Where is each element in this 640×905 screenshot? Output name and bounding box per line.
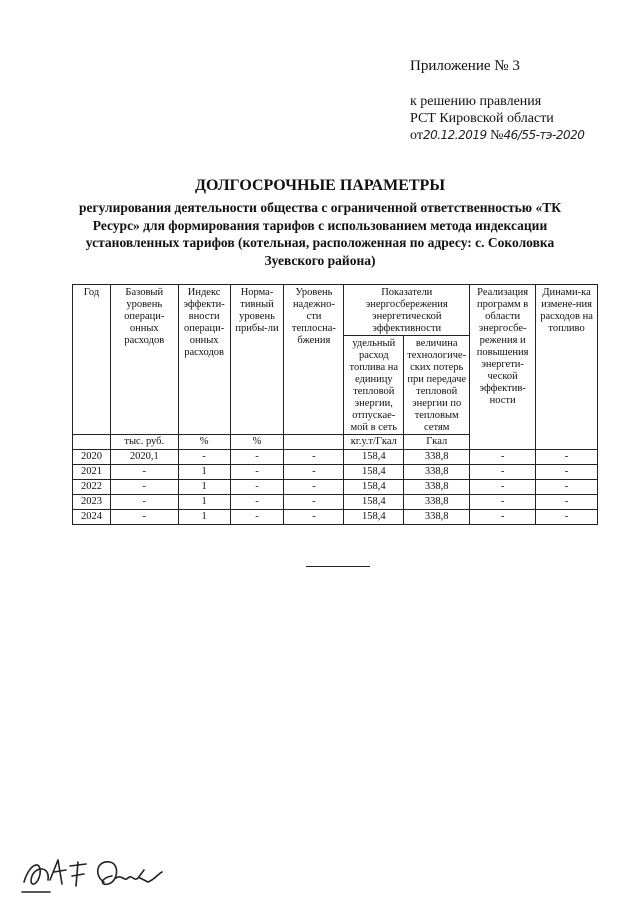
header-profit-level: Норма-тивный уровень прибы-ли [230,285,284,435]
header-efficiency-index: Индекс эффекти-вности операци-онных расходов [178,285,230,435]
document-subtitle: регулирования деятельности общества с ограниченной ответственностью «ТК Ресурс» для формирования тарифов с использованием метода индексации установленных тарифов (котельная, расположенная по адресу: с. Соколовка Зуевского района) [78,200,562,268]
cell-losses: 338,8 [404,480,470,495]
table-row [73,465,598,480]
header-programs: Реализация программ в области энергосбе-режения и повышения энергети-ческой эффектив-ности [470,285,536,450]
table-row [73,495,598,510]
decision-reference [410,93,584,144]
cell-profit: - [230,480,284,495]
cell-programs: - [470,465,536,480]
unit-losses: Гкал [404,435,470,450]
cell-programs: - [470,510,536,525]
header-energy-indicators: Показатели энергосбережения энергетической эффективности [344,285,470,336]
cell-base: - [110,495,178,510]
decision-line-3 [410,127,584,144]
decision-prefix: от [410,128,423,143]
unit-reliability [284,435,344,450]
cell-fuel: 158,4 [344,450,404,465]
decision-line-2: РСТ Кировской области [410,111,554,126]
cell-fuel: 158,4 [344,465,404,480]
cell-dynamics: - [536,465,598,480]
cell-index: 1 [178,465,230,480]
cell-index: 1 [178,495,230,510]
cell-year: 2022 [73,480,111,495]
table-header-row [73,285,598,336]
cell-base: 2020,1 [110,450,178,465]
header-year: Год [73,285,111,435]
cell-fuel: 158,4 [344,510,404,525]
annex-label: Приложение № 3 [410,58,520,74]
cell-profit: - [230,450,284,465]
cell-reliability: - [284,480,344,495]
unit-index: % [178,435,230,450]
cell-index: 1 [178,510,230,525]
cell-dynamics: - [536,510,598,525]
cell-dynamics: - [536,450,598,465]
cell-year: 2020 [73,450,111,465]
cell-reliability: - [284,465,344,480]
header-reliability: Уровень надежно-сти теплосна-бжения [284,285,344,435]
table-row [73,510,598,525]
document-title: ДОЛГОСРОЧНЫЕ ПАРАМЕТРЫ [194,177,446,194]
cell-index: - [178,450,230,465]
cell-programs: - [470,450,536,465]
header-heat-losses: величина технологиче-ских потерь при передаче тепловой энергии по тепловым сетям [404,336,470,435]
cell-losses: 338,8 [404,495,470,510]
cell-losses: 338,8 [404,450,470,465]
cell-programs: - [470,480,536,495]
cell-base: - [110,510,178,525]
cell-profit: - [230,465,284,480]
cell-profit: - [230,495,284,510]
cell-dynamics: - [536,480,598,495]
cell-fuel: 158,4 [344,495,404,510]
cell-base: - [110,465,178,480]
decision-line-1: к решению правления [410,94,542,109]
cell-reliability: - [284,510,344,525]
decision-number-label: № [490,128,504,143]
cell-fuel: 158,4 [344,480,404,495]
cell-year: 2023 [73,495,111,510]
unit-fuel: кг.у.т/Гкал [344,435,404,450]
header-fuel-dynamics: Динами-ка измене-ния расходов на топливо [536,285,598,450]
cell-profit: - [230,510,284,525]
header-fuel-consumption: удельный расход топлива на единицу тепловой энергии, отпускае-мой в сеть [344,336,404,435]
cell-programs: - [470,495,536,510]
cell-base: - [110,480,178,495]
unit-base: тыс. руб. [110,435,178,450]
decision-number-handwritten: 46/55-тэ-2020 [503,128,585,142]
table-row [73,450,598,465]
cell-reliability: - [284,450,344,465]
cell-index: 1 [178,480,230,495]
parameters-table [72,284,598,525]
cell-losses: 338,8 [404,510,470,525]
signature-mark [20,852,170,896]
decision-date-handwritten: 20.12.2019 [422,128,487,142]
cell-losses: 338,8 [404,465,470,480]
header-base-level: Базовый уровень операци-онных расходов [110,285,178,435]
unit-profit: % [230,435,284,450]
cell-year: 2024 [73,510,111,525]
unit-year [73,435,111,450]
closing-divider [306,566,370,567]
cell-year: 2021 [73,465,111,480]
cell-dynamics: - [536,495,598,510]
cell-reliability: - [284,495,344,510]
table-row [73,480,598,495]
